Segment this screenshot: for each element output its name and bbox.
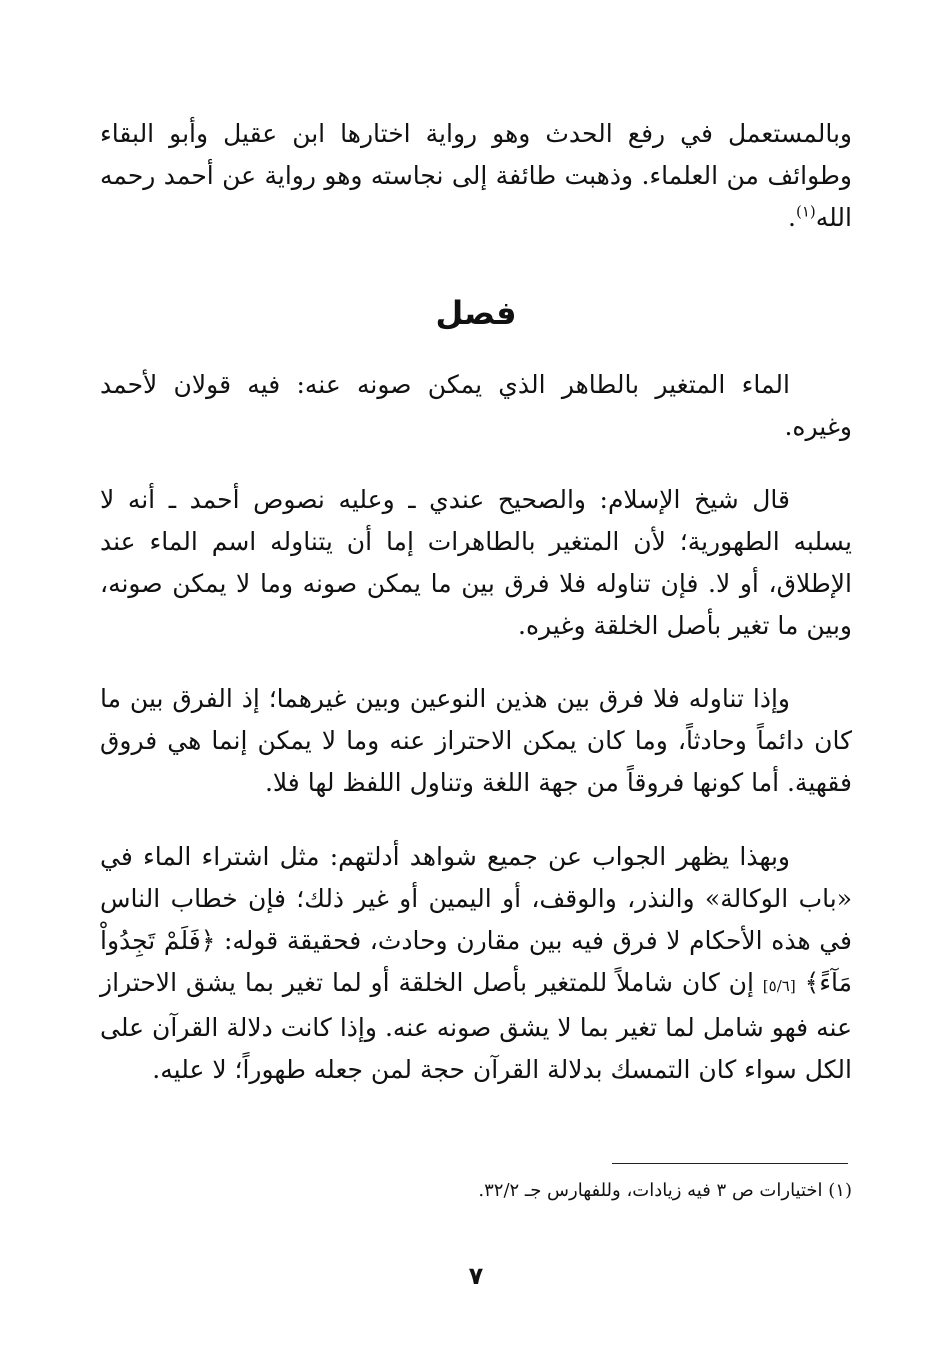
page-number: ٧ bbox=[468, 1262, 484, 1290]
section-heading: فصل bbox=[435, 294, 517, 332]
paragraph-1 bbox=[100, 364, 852, 448]
footnote-marker: (١) bbox=[795, 202, 816, 221]
intro-text: وبالمستعمل في رفع الحدث وهو رواية اختارها ابن عقيل وأبو البقاء وطوائف من العلماء. وذهبت طائفة إلى نجاسته وهو رواية عن أحمد رحمه الله bbox=[100, 119, 852, 232]
paragraph-text: قال شيخ الإسلام: والصحيح عندي ـ وعليه نصوص أحمد ـ أنه لا يسلبه الطهورية؛ لأن المتغير بالطاهرات إما أن يتناوله اسم الماء عند الإطلاق، أو لا. فإن تناوله فلا فرق بين ما يمكن صونه وما لا يمكن صونه، وبين ما تغير بأصل الخلقة وغيره. bbox=[100, 485, 852, 640]
footnote-separator bbox=[612, 1163, 848, 1164]
paragraph-text-continued: إن كان شاملاً للمتغير بأصل الخلقة أو لما تغير بما يشق الاحتراز عنه فهو شامل لما تغير بما لا يشق صونه عنه. وإذا كانت دلالة القرآن على الكل سواء كان التمسك بدلالة القرآن حجة لمن جعله طهوراً؛ لا عليه. bbox=[100, 968, 852, 1084]
paragraph-4 bbox=[100, 836, 852, 1091]
paragraph-3 bbox=[100, 678, 852, 804]
paragraph-2 bbox=[100, 479, 852, 647]
paragraph-text: الماء المتغير بالطاهر الذي يمكن صونه عنه: فيه قولان لأحمد وغيره. bbox=[100, 370, 852, 441]
intro-paragraph bbox=[100, 113, 852, 239]
quran-verse: ﴿فَلَمْ تَجِدُواْ مَآءً﴾ bbox=[100, 926, 852, 997]
verse-reference: [٥/٦] bbox=[762, 977, 796, 995]
footnote: (١) اختيارات ص ٣ فيه زيادات، وللفهارس جـ ٣٢/٢. bbox=[478, 1180, 852, 1201]
paragraph-text: وإذا تناوله فلا فرق بين هذين النوعين وبين غيرهما؛ إذ الفرق بين ما كان دائماً وحادثاً، وما كان يمكن الاحتراز عنه وما لا يمكن إنما هي فروق فقهية. أما كونها فروقاً من جهة اللغة وتناول اللفظ لها فلا. bbox=[100, 684, 852, 797]
paragraph-text: وبهذا يظهر الجواب عن جميع شواهد أدلتهم: مثل اشتراء الماء في «باب الوكالة» والنذر، والوقف، أو اليمين أو غير ذلك؛ فإن خطاب الناس في هذه الأحكام لا فرق فيه بين مقارن وحادث، فحقيقة قوله: bbox=[100, 842, 852, 955]
intro-end: . bbox=[788, 203, 796, 232]
